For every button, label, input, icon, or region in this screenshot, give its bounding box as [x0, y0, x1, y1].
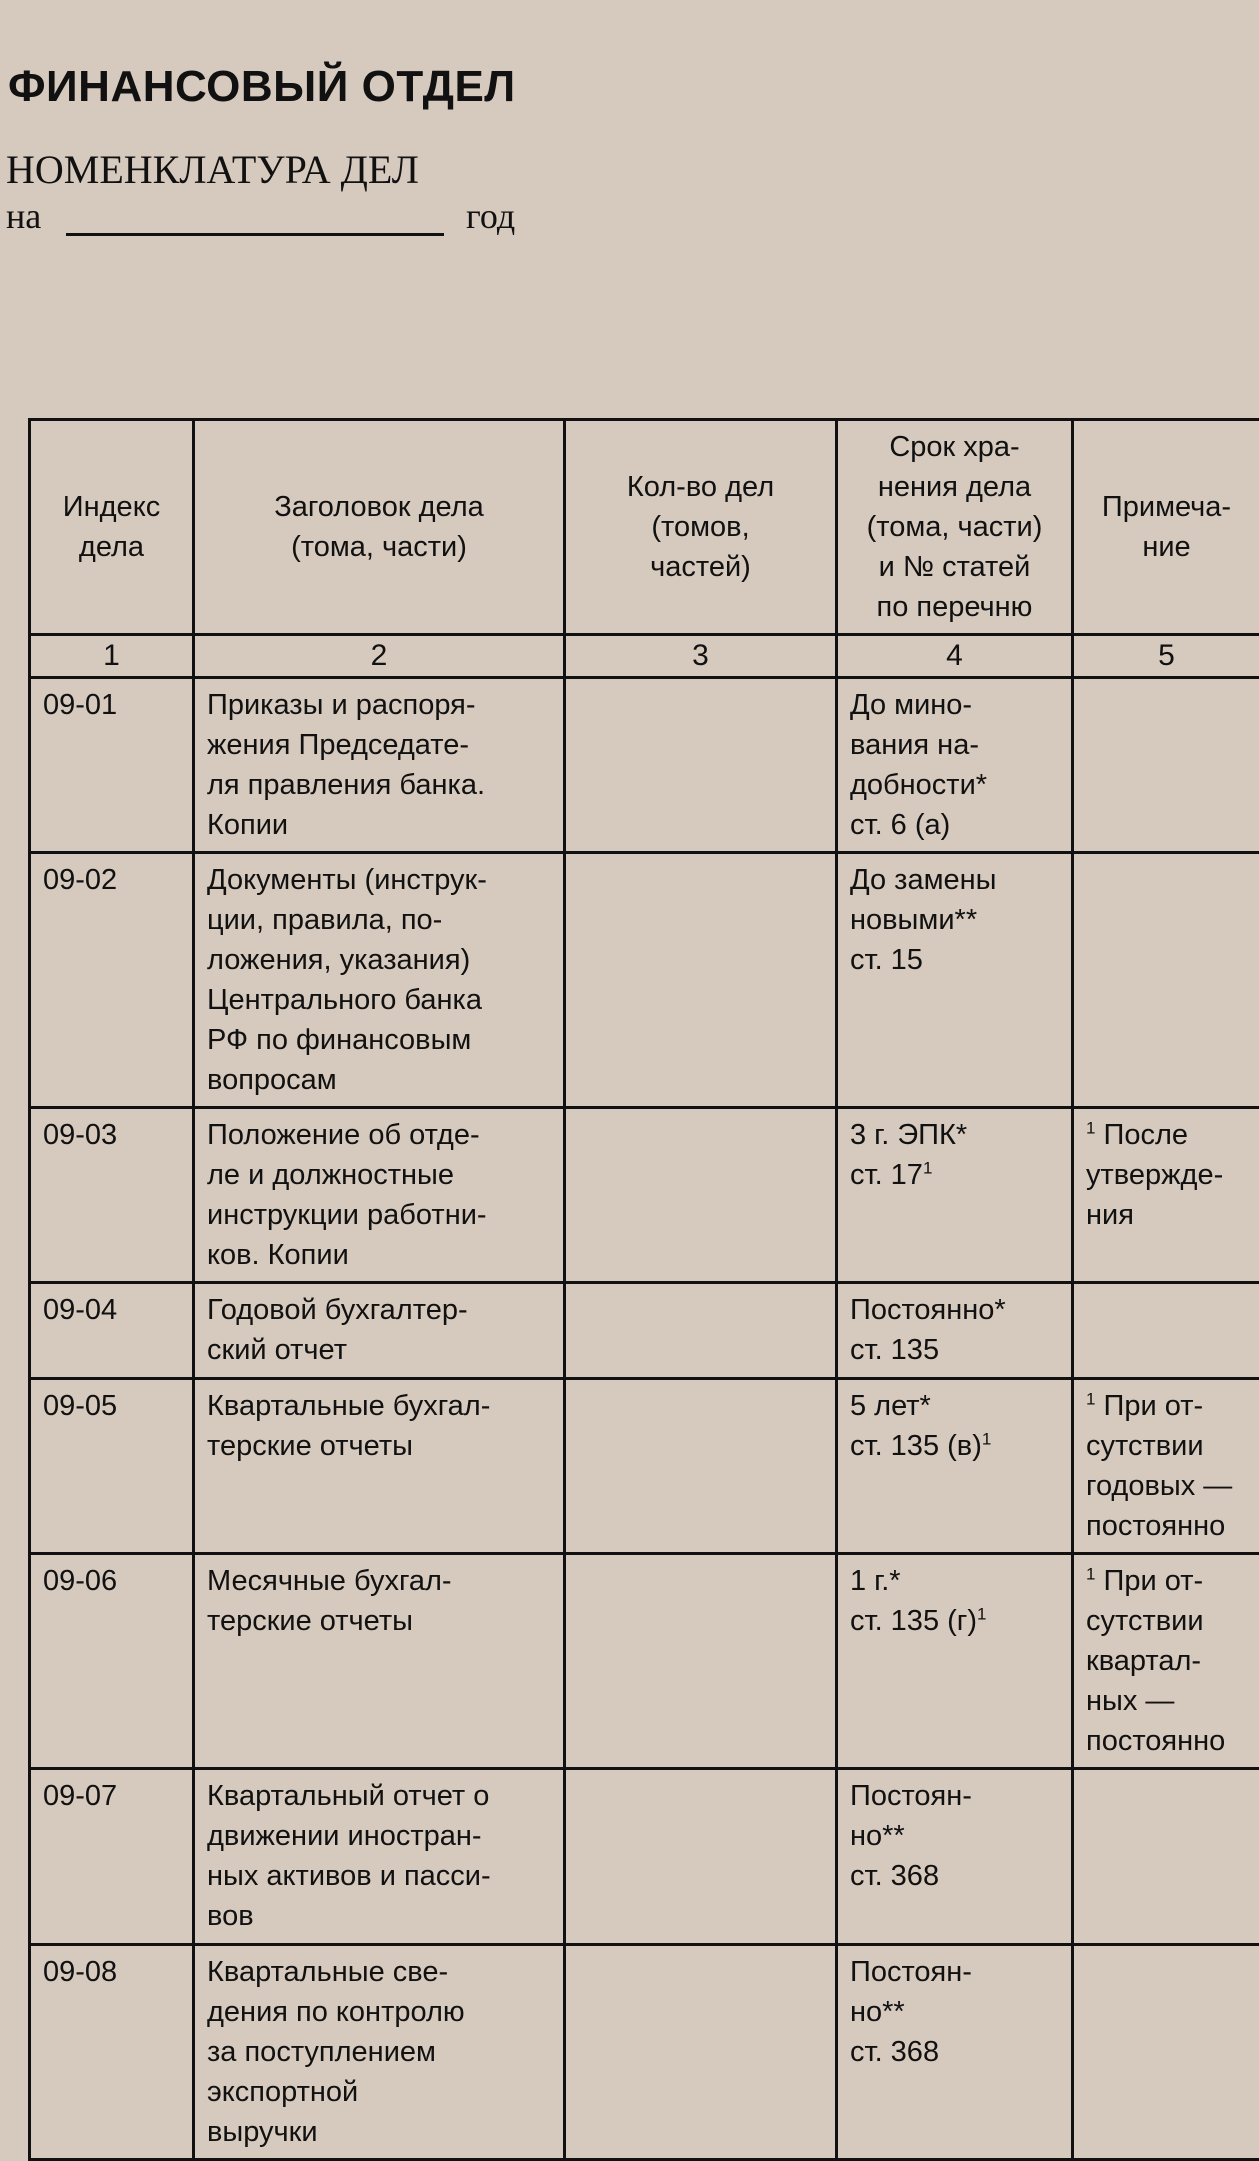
table-row: [30, 853, 1259, 1108]
case-index: 09-02: [30, 853, 194, 1108]
column-header-3: [565, 420, 837, 635]
case-title-line: ский отчет: [207, 1330, 551, 1370]
column-header-line: и № статей: [850, 547, 1059, 587]
column-header-line: по перечню: [850, 587, 1059, 627]
case-note-line: квартал-: [1086, 1641, 1247, 1681]
case-title-line: ных активов и пасси-: [207, 1856, 551, 1896]
retention-term-line: ст. 135: [850, 1330, 1059, 1370]
retention-term: [837, 1554, 1073, 1769]
column-number-1: 1: [30, 635, 194, 678]
case-note-line: $^1$ При от-: [1086, 1386, 1247, 1426]
year-line: [6, 195, 566, 241]
nomenclature-table: [28, 418, 1259, 2161]
case-title-line: Годовой бухгалтер-: [207, 1290, 551, 1330]
case-title: [194, 1283, 565, 1379]
retention-term-line: ст. 135 (в)$^1$: [850, 1426, 1059, 1466]
case-note: [1073, 1769, 1259, 1945]
table-row: [30, 1554, 1259, 1769]
case-title-line: Квартальные бухгал-: [207, 1386, 551, 1426]
retention-term-line: добности*: [850, 765, 1059, 805]
column-header-line: Кол-во дел: [578, 467, 823, 507]
case-title: [194, 1769, 565, 1945]
footnote-marker: 1: [982, 1429, 991, 1448]
case-note: [1073, 853, 1259, 1108]
year-suffix: год: [466, 195, 515, 237]
table-row: [30, 1945, 1259, 2160]
column-number-row: [30, 635, 1259, 678]
retention-term-line: Постоян-: [850, 1952, 1059, 1992]
column-number-5: 5: [1073, 635, 1259, 678]
column-header-line: Заголовок дела: [207, 487, 551, 527]
case-title-line: Копии: [207, 805, 551, 845]
case-title-line: Месячные бухгал-: [207, 1561, 551, 1601]
table-row: [30, 1283, 1259, 1379]
case-title-line: терские отчеты: [207, 1601, 551, 1641]
department-heading: ФИНАНСОВЫЙ ОТДЕЛ: [8, 62, 516, 112]
case-note-line: постоянно: [1086, 1506, 1247, 1546]
retention-term-line: ст. 368: [850, 2032, 1059, 2072]
retention-term-line: Постоян-: [850, 1776, 1059, 1816]
case-note: [1073, 1945, 1259, 2160]
case-count: [565, 1108, 837, 1283]
case-title: [194, 1945, 565, 2160]
retention-term: [837, 1379, 1073, 1554]
case-index: 09-08: [30, 1945, 194, 2160]
case-title-line: Центрального банка: [207, 980, 551, 1020]
case-count: [565, 853, 837, 1108]
year-blank-field: [66, 233, 444, 236]
case-title: [194, 678, 565, 853]
header-row: [30, 420, 1259, 635]
document-title: НОМЕНКЛАТУРА ДЕЛ: [6, 146, 419, 193]
column-number-3: 3: [565, 635, 837, 678]
case-note-line: ных —: [1086, 1681, 1247, 1721]
retention-term-line: До мино-: [850, 685, 1059, 725]
column-header-line: дела: [43, 527, 180, 567]
case-note-line: постоянно: [1086, 1721, 1247, 1761]
column-header-line: нения дела: [850, 467, 1059, 507]
case-title: [194, 853, 565, 1108]
case-note: [1073, 678, 1259, 853]
case-count: [565, 1554, 837, 1769]
case-note-line: сутствии: [1086, 1601, 1247, 1641]
column-header-2: [194, 420, 565, 635]
case-title-line: выручки: [207, 2112, 551, 2152]
case-title-line: за поступлением: [207, 2032, 551, 2072]
retention-term-line: 5 лет*: [850, 1386, 1059, 1426]
case-count: [565, 1283, 837, 1379]
case-title-line: ложения, указания): [207, 940, 551, 980]
case-count: [565, 1379, 837, 1554]
column-header-line: Индекс: [43, 487, 180, 527]
case-count: [565, 1945, 837, 2160]
retention-term-line: 3 г. ЭПК*: [850, 1115, 1059, 1155]
retention-term-line: ст. 368: [850, 1856, 1059, 1896]
footnote-marker: 1: [1086, 1389, 1095, 1408]
retention-term: [837, 678, 1073, 853]
retention-term-line: Постоянно*: [850, 1290, 1059, 1330]
column-header-1: [30, 420, 194, 635]
column-header-line: (томов,: [578, 507, 823, 547]
table-row: [30, 1769, 1259, 1945]
case-title: [194, 1379, 565, 1554]
footnote-marker: 1: [1086, 1118, 1095, 1137]
table-row: [30, 1379, 1259, 1554]
case-title-line: терские отчеты: [207, 1426, 551, 1466]
retention-term-line: новыми**: [850, 900, 1059, 940]
case-title-line: инструкции работни-: [207, 1195, 551, 1235]
case-note: [1073, 1379, 1259, 1554]
case-index: 09-05: [30, 1379, 194, 1554]
column-header-line: частей): [578, 547, 823, 587]
retention-term-line: но**: [850, 1816, 1059, 1856]
case-index: 09-01: [30, 678, 194, 853]
case-note: [1073, 1283, 1259, 1379]
case-index: 09-06: [30, 1554, 194, 1769]
case-note-line: утвержде-: [1086, 1155, 1247, 1195]
case-note: [1073, 1108, 1259, 1283]
retention-term-line: но**: [850, 1992, 1059, 2032]
case-count: [565, 1769, 837, 1945]
retention-term-line: ст. 17$^1$: [850, 1155, 1059, 1195]
column-header-line: Примеча-: [1086, 487, 1247, 527]
column-header-line: Срок хра-: [850, 427, 1059, 467]
year-prefix: на: [6, 195, 41, 237]
retention-term-line: До замены: [850, 860, 1059, 900]
case-title-line: вопросам: [207, 1060, 551, 1100]
table-row: [30, 678, 1259, 853]
case-count: [565, 678, 837, 853]
column-header-5: [1073, 420, 1259, 635]
case-note-line: годовых —: [1086, 1466, 1247, 1506]
retention-term-line: ст. 135 (г)$^1$: [850, 1601, 1059, 1641]
table-row: [30, 1108, 1259, 1283]
retention-term: [837, 1283, 1073, 1379]
case-title-line: дения по контролю: [207, 1992, 551, 2032]
case-title-line: жения Председате-: [207, 725, 551, 765]
case-title-line: РФ по финансовым: [207, 1020, 551, 1060]
case-note-line: ния: [1086, 1195, 1247, 1235]
case-title-line: движении иностран-: [207, 1816, 551, 1856]
case-index: 09-04: [30, 1283, 194, 1379]
column-header-line: (тома, части): [207, 527, 551, 567]
case-title-line: экспортной: [207, 2072, 551, 2112]
case-title-line: Приказы и распоря-: [207, 685, 551, 725]
retention-term-line: 1 г.*: [850, 1561, 1059, 1601]
case-note-line: сутствии: [1086, 1426, 1247, 1466]
retention-term: [837, 853, 1073, 1108]
retention-term-line: вания на-: [850, 725, 1059, 765]
retention-term-line: ст. 6 (а): [850, 805, 1059, 845]
column-number-4: 4: [837, 635, 1073, 678]
column-header-line: (тома, части): [850, 507, 1059, 547]
retention-term: [837, 1108, 1073, 1283]
case-title-line: ле и должностные: [207, 1155, 551, 1195]
case-note-line: $^1$ При от-: [1086, 1561, 1247, 1601]
retention-term: [837, 1945, 1073, 2160]
case-title-line: ков. Копии: [207, 1235, 551, 1275]
retention-term-line: ст. 15: [850, 940, 1059, 980]
case-title-line: Квартальный отчет о: [207, 1776, 551, 1816]
footnote-marker: 1: [923, 1158, 932, 1177]
column-header-line: ние: [1086, 527, 1247, 567]
case-index: 09-03: [30, 1108, 194, 1283]
case-note: [1073, 1554, 1259, 1769]
case-title-line: ля правления банка.: [207, 765, 551, 805]
case-title-line: Положение об отде-: [207, 1115, 551, 1155]
case-title-line: ции, правила, по-: [207, 900, 551, 940]
case-index: 09-07: [30, 1769, 194, 1945]
case-title: [194, 1108, 565, 1283]
case-title-line: Квартальные све-: [207, 1952, 551, 1992]
case-note-line: $^1$ После: [1086, 1115, 1247, 1155]
footnote-marker: 1: [977, 1604, 986, 1623]
retention-term: [837, 1769, 1073, 1945]
case-title-line: Документы (инструк-: [207, 860, 551, 900]
footnote-marker: 1: [1086, 1564, 1095, 1583]
case-title: [194, 1554, 565, 1769]
column-number-2: 2: [194, 635, 565, 678]
case-title-line: вов: [207, 1896, 551, 1936]
column-header-4: [837, 420, 1073, 635]
